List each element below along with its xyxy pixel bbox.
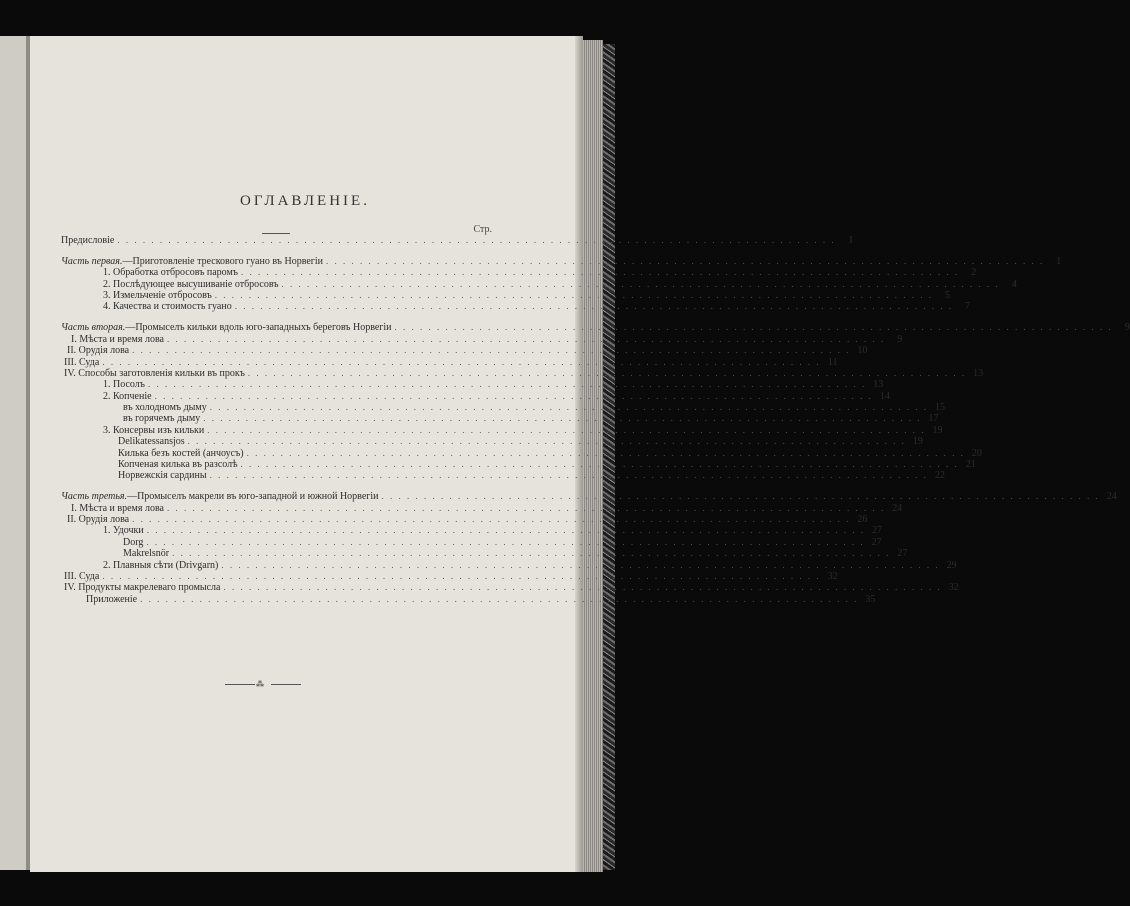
dot-leader: . . . . . . . . . . . . . . . . . . . . . . . . . . . . . . . . . . . . . . . . . . . . . . . . . . . . . . . . . . . . . . . . . . . . . . . . . . . . . . . . . . . . . [246,447,965,458]
toc-page-number: 20 [971,447,982,459]
toc-page-number: I [849,235,853,246]
toc-entry-text: 1. Удочки [103,525,144,537]
toc-entry-label [64,571,99,582]
toc-entry-label [103,425,204,436]
dot-leader: . . . . . . . . . . . . . . . . . . . . . . . . . . . . . . . . . . . . . . . . . . . . . . . . . . . . . . . . . . . . . . . . . . . . . . . . . . . . . . . . . . . . . [281,278,1000,289]
dot-leader: . . . . . . . . . . . . . . . . . . . . . . . . . . . . . . . . . . . . . . . . . . . . . . . . . . . . . . . . . . . . . . . . . . . . . . . . . . . . . . . . . . . . . [381,491,1100,502]
dot-leader: . . . . . . . . . . . . . . . . . . . . . . . . . . . . . . . . . . . . . . . . . . . . . . . . . . . . . . . . . . . . . . . . . . . . . . . . . . . . . . . . . . . . . [223,582,942,593]
toc-entry-label [67,345,129,356]
dot-leader: . . . . . . . . . . . . . . . . . . . . . . . . . . . . . . . . . . . . . . . . . . . . . . . . . . . . . . . . . . . . . . . . . . . . . . . . . . . . . . . . . . . . . [132,345,851,356]
toc-page-number: 14 [879,390,890,402]
toc-entry-label [103,267,238,278]
toc-entry [61,413,939,425]
toc-part-heading: Часть вторая. [61,322,126,334]
toc-page-number: 21 [965,459,976,471]
toc-entry-label [61,491,379,502]
toc-entry-label [118,436,185,447]
toc-entry-text: IV. Способы заготовленія кильки въ прокъ [64,367,245,379]
toc-entry-text: Dorg [123,536,144,548]
toc-page-number: 1 [1056,255,1062,267]
toc-entry [61,255,1062,267]
toc-entry-text: въ горячемъ дыму [123,413,201,425]
toc-entry-label [64,357,99,368]
toc-part-heading: Часть первая. [61,255,123,267]
dot-leader: . . . . . . . . . . . . . . . . . . . . . . . . . . . . . . . . . . . . . . . . . . . . . . . . . . . . . . . . . . . . . . . . . . . . . . . . . . . . . . . . . . . . . [102,356,821,367]
toc-page-number: 13 [973,367,984,379]
toc-page-number: 26 [857,514,868,526]
toc-entry-label [118,459,238,470]
toc-entry-label [103,279,279,290]
toc-page-number: 27 [871,536,882,548]
toc-entry-label [103,379,145,390]
dot-leader: . . . . . . . . . . . . . . . . . . . . . . . . . . . . . . . . . . . . . . . . . . . . . . . . . . . . . . . . . . . . . . . . . . . . . . . . . . . . . . . . . . . . . [166,502,886,513]
toc-entry [61,379,884,391]
dot-leader: . . . . . . . . . . . . . . . . . . . . . . . . . . . . . . . . . . . . . . . . . . . . . . . . . . . . . . . . . . . . . . . . . . . . . . . . . . . . . . . . . . . . . [187,436,906,447]
toc-part-heading: Часть третья. [61,491,128,503]
toc-entry-label [61,256,323,267]
toc-page-number: 2 [971,267,977,279]
dot-leader: . . . . . . . . . . . . . . . . . . . . . . . . . . . . . . . . . . . . . . . . . . . . . . . . . . . . . . . . . . . . . . . . . . . . . . . . . . . . . . . . . . . . . [240,459,959,470]
toc-entry-label [103,560,218,571]
toc-entry [61,290,951,302]
toc-entry-text: 3. Измельченіе отбросовъ [103,290,212,302]
toc-page-number: 24 [892,502,903,514]
toc-page-number: 11 [827,356,838,368]
dot-leader: . . . . . . . . . . . . . . . . . . . . . . . . . . . . . . . . . . . . . . . . . . . . . . . . . . . . . . . . . . . . . . . . . . . . . . . . . . . . . . . . . . . . . [140,593,859,604]
toc-entry-text: —Промыселъ макрели въ юго-западной и южной Норвегіи [127,491,379,503]
toc-entry-text: Приложеніе [86,593,138,605]
dot-leader: . . . . . . . . . . . . . . . . . . . . . . . . . . . . . . . . . . . . . . . . . . . . . . . . . . . . . . . . . . . . . . . . . . . . . . . . . . . . . . . . . . . . . [132,514,851,525]
toc-entry-text: 1. Посолъ [103,379,145,391]
toc-entry-label [123,413,200,424]
toc-entry-text: IV. Продукты макрелеваго промысла [64,582,221,594]
toc-entry-label [103,525,144,536]
dot-leader: . . . . . . . . . . . . . . . . . . . . . . . . . . . . . . . . . . . . . . . . . . . . . . . . . . . . . . . . . . . . . . . . . . . . . . . . . . . . . . . . . . . . . [221,559,940,570]
toc-entry [61,402,945,414]
toc-entry-label [67,514,129,525]
left-page-edge [0,36,26,870]
toc-page-number: 35 [865,593,876,605]
toc-entry-text: —Приготовленіе трескового гуано въ Норвегіи [122,255,324,267]
toc-entry-label [71,334,164,345]
toc-entry-text: Delikatessansjos [118,436,185,448]
toc-entry [61,301,970,313]
toc-entry-label [118,470,207,481]
toc-entry [61,322,1130,334]
toc-page-number: 32 [827,571,838,583]
toc-entry-label [123,537,143,548]
dot-leader: . . . . . . . . . . . . . . . . . . . . . . . . . . . . . . . . . . . . . . . . . . . . . . . . . . . . . . . . . . . . . . . . . . . . . . . . . . . . . . . . . . . . . [207,424,926,435]
toc-entry-text: Килька безъ костей (анчоусъ) [118,447,244,459]
ornament-line-right [271,684,301,685]
dot-leader: . . . . . . . . . . . . . . . . . . . . . . . . . . . . . . . . . . . . . . . . . . . . . . . . . . . . . . . . . . . . . . . . . . . . . . . . . . . . . . . . . . . . . [394,322,1113,333]
toc-entry [61,582,959,594]
dot-leader: . . . . . . . . . . . . . . . . . . . . . . . . . . . . . . . . . . . . . . . . . . . . . . . . . . . . . . . . . . . . . . . . . . . . . . . . . . . . . . . . . . . . . [146,536,865,547]
toc-page-number: 32 [948,582,959,594]
ornament-glyph: ⁂ [256,680,264,689]
toc-entry-text: —Промыселъ кильки вдоль юго-западныхъ береговъ Норвегіи [125,322,392,334]
toc-entry [61,447,982,459]
toc-entry-label [64,368,245,379]
toc-page-number: 24 [1106,491,1117,503]
toc-entry [61,536,882,548]
dot-leader: . . . . . . . . . . . . . . . . . . . . . . . . . . . . . . . . . . . . . . . . . . . . . . . . . . . . . . . . . . . . . . . . . . . . . . . . . . . . . . . . . . . . . [203,413,922,424]
toc-entry-text: Makrelsnör [123,548,170,560]
toc-page-number: 29 [946,559,957,571]
dot-leader: . . . . . . . . . . . . . . . . . . . . . . . . . . . . . . . . . . . . . . . . . . . . . . . . . . . . . . . . . . . . . . . . . . . . . . . . . . . . . . . . . . . . . [214,290,934,301]
toc-entry [61,436,923,448]
toc-entry-label [123,548,169,559]
toc-entry-label [103,301,232,312]
toc-entry-label [118,448,244,459]
page-column-header: Стр. [473,224,492,235]
toc-page-number: 10 [857,345,868,357]
table-of-contents [61,235,1130,605]
toc-entry-text: 3. Консервы изъ кильки [103,424,205,436]
toc-entry-label [61,235,114,246]
toc-entry-text: III. Суда [64,356,100,368]
dot-leader: . . . . . . . . . . . . . . . . . . . . . . . . . . . . . . . . . . . . . . . . . . . . . . . . . . . . . . . . . . . . . . . . . . . . . . . . . . . . . . . . . . . . . [154,390,873,401]
toc-entry [61,390,890,402]
toc-entry [61,559,957,571]
dot-leader: . . . . . . . . . . . . . . . . . . . . . . . . . . . . . . . . . . . . . . . . . . . . . . . . . . . . . . . . . . . . . . . . . . . . . . . . . . . . . . . . . . . . . [234,301,953,312]
toc-page-number: 15 [934,402,945,414]
toc-entry-label [61,322,392,333]
toc-entry-text: 1. Обработка отбросовъ паромъ [103,267,238,279]
dot-leader: . . . . . . . . . . . . . . . . . . . . . . . . . . . . . . . . . . . . . . . . . . . . . . . . . . . . . . . . . . . . . . . . . . . . . . . . . . . . . . . . . . . . . [147,379,867,390]
toc-entry-label [103,290,212,301]
toc-page-number: 17 [928,413,939,425]
toc-entry [61,502,903,514]
toc-entry-text: 4. Качества и стоимость гуано [103,301,232,313]
dot-leader: . . . . . . . . . . . . . . . . . . . . . . . . . . . . . . . . . . . . . . . . . . . . . . . . . . . . . . . . . . . . . . . . . . . . . . . . . . . . . . . . . . . . . [102,571,821,582]
toc-entry-text: I. Мѣста и время лова [71,502,164,514]
page-title: ОГЛАВЛЕНІЕ. [240,193,370,209]
toc-entry-text: II. Орудія лова [67,514,130,526]
toc-page-number: 22 [934,470,945,482]
toc-entry-text: I. Мѣста и время лова [71,333,164,345]
toc-page-number: 9 [897,333,903,345]
toc-entry [61,514,868,526]
toc-entry [61,491,1117,503]
toc-page-number: 19 [932,424,943,436]
toc-entry-text: 2. Копченіе [103,390,152,402]
toc-page-number: 7 [964,301,970,313]
toc-entry [61,333,903,345]
toc-entry [61,345,868,357]
toc-entry-label [103,391,152,402]
toc-entry [61,525,882,537]
toc-entry [61,367,984,379]
toc-entry-label [71,503,164,514]
dot-leader: . . . . . . . . . . . . . . . . . . . . . . . . . . . . . . . . . . . . . . . . . . . . . . . . . . . . . . . . . . . . . . . . . . . . . . . . . . . . . . . . . . . . . [117,235,836,245]
toc-entry [61,470,945,482]
toc-page-number: 27 [897,548,908,560]
toc-entry [61,267,977,279]
toc-entry-text: 2. Плавныя сѣти (Drivgarn) [103,559,219,571]
tailpiece-ornament [225,680,301,689]
toc-entry [61,424,943,436]
toc-page-number: 27 [872,525,882,537]
toc-entry [61,593,876,605]
toc-entry-label [123,402,207,413]
toc-entry-text: Копченая килька въ разсолѣ [118,459,238,471]
title-rule [262,233,290,234]
ornament-line-left [225,684,255,685]
toc-page-number: 19 [912,436,923,448]
toc-entry [61,571,838,583]
toc-entry [61,459,976,471]
toc-entry [61,278,1017,290]
toc-entry [61,548,908,560]
toc-entry-text: въ холодномъ дыму [123,402,207,414]
dot-leader: . . . . . . . . . . . . . . . . . . . . . . . . . . . . . . . . . . . . . . . . . . . . . . . . . . . . . . . . . . . . . . . . . . . . . . . . . . . . . . . . . . . . . [172,548,891,559]
dot-leader: . . . . . . . . . . . . . . . . . . . . . . . . . . . . . . . . . . . . . . . . . . . . . . . . . . . . . . . . . . . . . . . . . . . . . . . . . . . . . . . . . . . . . [247,367,967,378]
toc-page-number: 5 [945,290,951,302]
toc-page-number: 13 [873,379,884,391]
toc-entry-label [86,594,137,605]
toc-page-number: 9 [1124,322,1130,334]
dot-leader: . . . . . . . . . . . . . . . . . . . . . . . . . . . . . . . . . . . . . . . . . . . . . . . . . . . . . . . . . . . . . . . . . . . . . . . . . . . . . . . . . . . . . [240,267,960,278]
toc-entry-text: Предисловіе [61,235,115,246]
dot-leader: . . . . . . . . . . . . . . . . . . . . . . . . . . . . . . . . . . . . . . . . . . . . . . . . . . . . . . . . . . . . . . . . . . . . . . . . . . . . . . . . . . . . . [146,525,865,536]
toc-entry-label [64,582,220,593]
dot-leader: . . . . . . . . . . . . . . . . . . . . . . . . . . . . . . . . . . . . . . . . . . . . . . . . . . . . . . . . . . . . . . . . . . . . . . . . . . . . . . . . . . . . . [166,333,886,344]
toc-entry [61,356,838,368]
toc-entry-text: Норвежскія сардины [118,470,207,482]
toc-entry-text: II. Орудія лова [67,345,130,357]
dot-leader: . . . . . . . . . . . . . . . . . . . . . . . . . . . . . . . . . . . . . . . . . . . . . . . . . . . . . . . . . . . . . . . . . . . . . . . . . . . . . . . . . . . . . [209,402,928,413]
toc-entry [61,235,853,246]
toc-entry-text: III. Суда [64,571,100,583]
dot-leader: . . . . . . . . . . . . . . . . . . . . . . . . . . . . . . . . . . . . . . . . . . . . . . . . . . . . . . . . . . . . . . . . . . . . . . . . . . . . . . . . . . . . . [326,255,1045,266]
toc-page-number: 4 [1011,278,1017,290]
dot-leader: . . . . . . . . . . . . . . . . . . . . . . . . . . . . . . . . . . . . . . . . . . . . . . . . . . . . . . . . . . . . . . . . . . . . . . . . . . . . . . . . . . . . . [209,470,928,481]
toc-entry-text: 2. Послѣдующее высушиваніе отбросовъ [103,278,279,290]
